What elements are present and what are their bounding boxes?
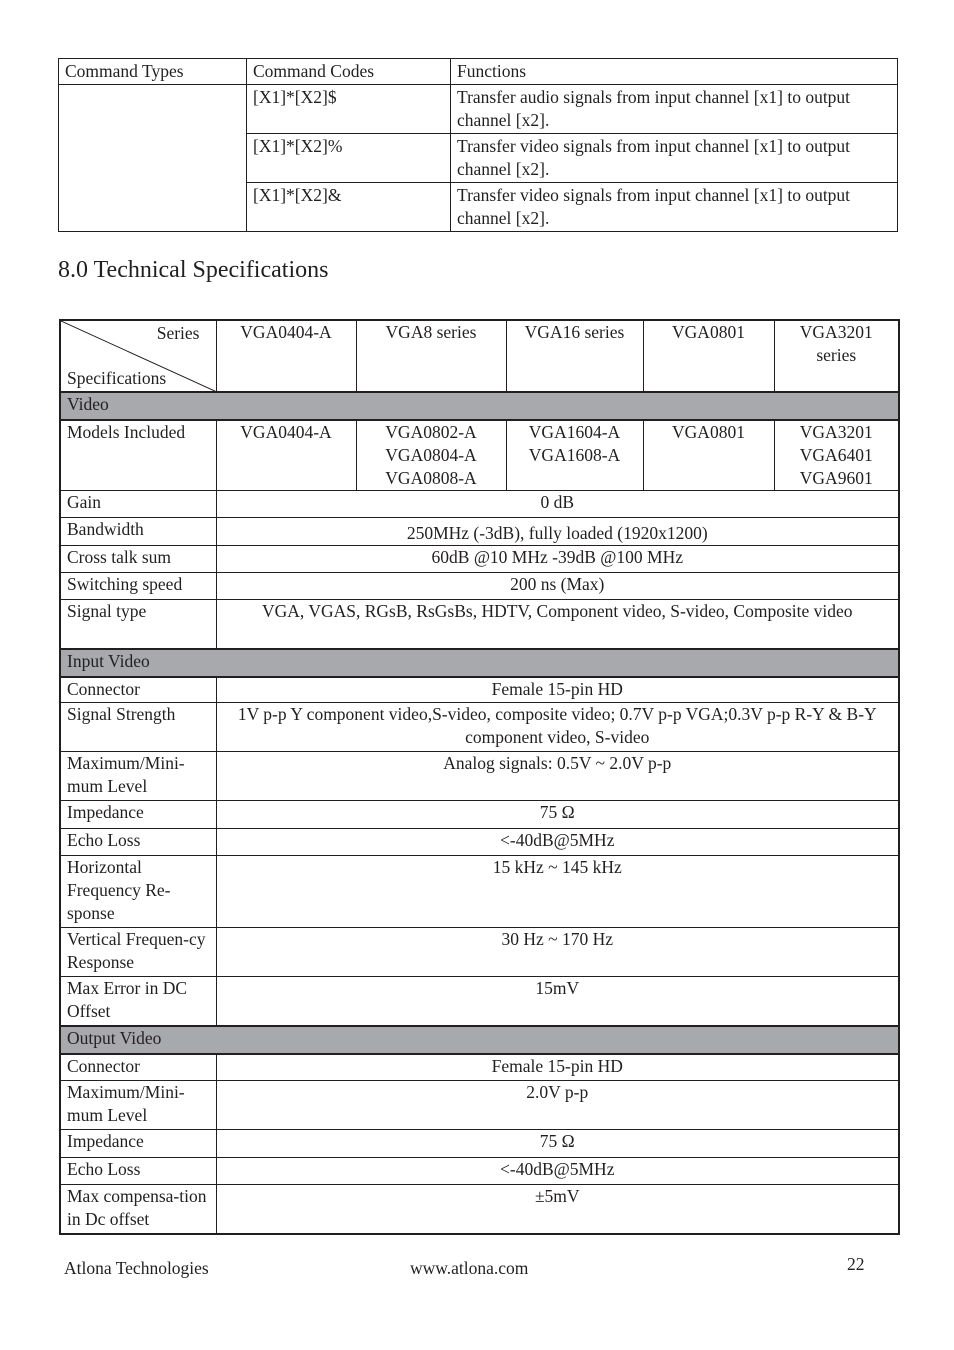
table-row (60, 752, 899, 801)
table-row (60, 703, 899, 752)
model-name: VGA6401 (799, 445, 873, 465)
band-row-video (60, 392, 899, 420)
series-header: VGA0801 (643, 320, 774, 392)
model-name: VGA3201 (799, 422, 873, 442)
table-row (60, 546, 899, 573)
table-row (59, 85, 898, 134)
spec-value: Analog signals: 0.5V ~ 2.0V p-p (216, 752, 899, 801)
table-row (60, 491, 899, 518)
spec-label: Echo Loss (60, 829, 216, 856)
band-row-input-video (60, 649, 899, 677)
table-row (60, 600, 899, 649)
model-name: VGA0802-A (385, 422, 477, 442)
spec-label: Models Included (60, 420, 216, 491)
spec-label: Connector (60, 677, 216, 703)
spec-value: <-40dB@5MHz (216, 1158, 899, 1185)
footer-website: www.atlona.com (410, 1258, 529, 1278)
table-row (60, 677, 899, 703)
spec-label: Echo Loss (60, 1158, 216, 1185)
spec-label: Gain (60, 491, 216, 518)
footer-company: Atlona Technologies (64, 1258, 209, 1278)
table-row (60, 856, 899, 928)
spec-value: 75 Ω (216, 801, 899, 829)
column-header: Command Types (59, 59, 247, 85)
spec-label: Signal Strength (60, 703, 216, 752)
spec-label: Connector (60, 1054, 216, 1081)
spec-label: Signal type (60, 600, 216, 649)
column-header: Functions (451, 59, 898, 85)
spec-label: Vertical Frequen-cy Response (60, 928, 216, 977)
table-row (60, 1081, 899, 1130)
table-row (60, 1054, 899, 1081)
spec-label: Impedance (60, 1130, 216, 1158)
spec-value: 75 Ω (216, 1130, 899, 1158)
function-cell: Transfer audio signals from input channel [x1] to output channel [x2]. (451, 85, 898, 134)
table-row (60, 1158, 899, 1185)
spec-value: 15 kHz ~ 145 kHz (216, 856, 899, 928)
model-name: VGA9601 (799, 468, 873, 488)
spec-label: Cross talk sum (60, 546, 216, 573)
table-row (60, 928, 899, 977)
spec-value: 0 dB (216, 491, 899, 518)
function-cell: Transfer video signals from input channel [x1] to output channel [x2]. (451, 134, 898, 183)
spec-value: 15mV (216, 977, 899, 1026)
spec-value: 1V p-p Y component video,S-video, composite video; 0.7V p-p VGA;0.3V p-p R-Y & B-Y component video, S-video (216, 703, 899, 752)
command-code-cell: [X1]*[X2]$ (247, 85, 451, 134)
section-title: 8.0 Technical Specifications (58, 257, 329, 283)
spec-value: 250MHz (-3dB), fully loaded (1920x1200) (216, 518, 899, 546)
spec-table (59, 319, 900, 1235)
model-name: VGA0804-A (385, 445, 477, 465)
spec-value: VGA, VGAS, RGsB, RsGsBs, HDTV, Component video, S-video, Composite video (216, 600, 899, 649)
table-row (60, 829, 899, 856)
table-row (60, 977, 899, 1026)
series-header: VGA8 series (356, 320, 506, 392)
page-number: 22 (847, 1254, 865, 1274)
command-table (58, 58, 898, 232)
table-row (60, 518, 899, 546)
models-cell (356, 420, 506, 491)
table-row (60, 420, 899, 491)
models-cell (216, 420, 356, 491)
model-name: VGA0404-A (240, 422, 332, 442)
series-header: VGA3201 series (774, 320, 899, 392)
spec-value: 200 ns (Max) (216, 573, 899, 600)
spec-label: Maximum/Mini-mum Level (60, 1081, 216, 1130)
spec-label: Bandwidth (60, 518, 216, 546)
corner-cell (60, 320, 216, 392)
corner-spec-label: Specifications (67, 368, 167, 388)
command-type-cell (59, 85, 247, 232)
model-name: VGA0808-A (385, 468, 477, 488)
spec-value: <-40dB@5MHz (216, 829, 899, 856)
spec-label: Switching speed (60, 573, 216, 600)
series-header: VGA0404-A (216, 320, 356, 392)
model-name: VGA1608-A (528, 445, 621, 465)
corner-series-label: Series (156, 323, 200, 343)
models-cell (643, 420, 774, 491)
band-label: Input Video (60, 649, 899, 677)
column-header: Command Codes (247, 59, 451, 85)
function-cell: Transfer video signals from input channel [x1] to output channel [x2]. (451, 183, 898, 232)
band-label: Video (60, 392, 899, 420)
spec-value: Female 15-pin HD (216, 677, 899, 703)
spec-header-row (60, 320, 899, 392)
model-name: VGA0801 (672, 422, 745, 442)
spec-value: 60dB @10 MHz -39dB @100 MHz (216, 546, 899, 573)
table-row (60, 1185, 899, 1234)
spec-label: Max compensa-tion in Dc offset (60, 1185, 216, 1234)
table-row (60, 801, 899, 829)
spec-value: ±5mV (216, 1185, 899, 1234)
spec-value: 2.0V p-p (216, 1081, 899, 1130)
band-row-output-video (60, 1026, 899, 1054)
models-cell (774, 420, 899, 491)
command-code-cell: [X1]*[X2]% (247, 134, 451, 183)
spec-value: 30 Hz ~ 170 Hz (216, 928, 899, 977)
models-cell (506, 420, 643, 491)
command-code-cell: [X1]*[X2]& (247, 183, 451, 232)
command-table-header (59, 59, 898, 85)
series-header: VGA16 series (506, 320, 643, 392)
spec-value: Female 15-pin HD (216, 1054, 899, 1081)
spec-label: Impedance (60, 801, 216, 829)
spec-label: Horizontal Frequency Re-sponse (60, 856, 216, 928)
spec-label: Max Error in DC Offset (60, 977, 216, 1026)
table-row (60, 573, 899, 600)
band-label: Output Video (60, 1026, 899, 1054)
model-name: VGA1604-A (528, 422, 621, 442)
table-row (60, 1130, 899, 1158)
spec-label: Maximum/Mini-mum Level (60, 752, 216, 801)
